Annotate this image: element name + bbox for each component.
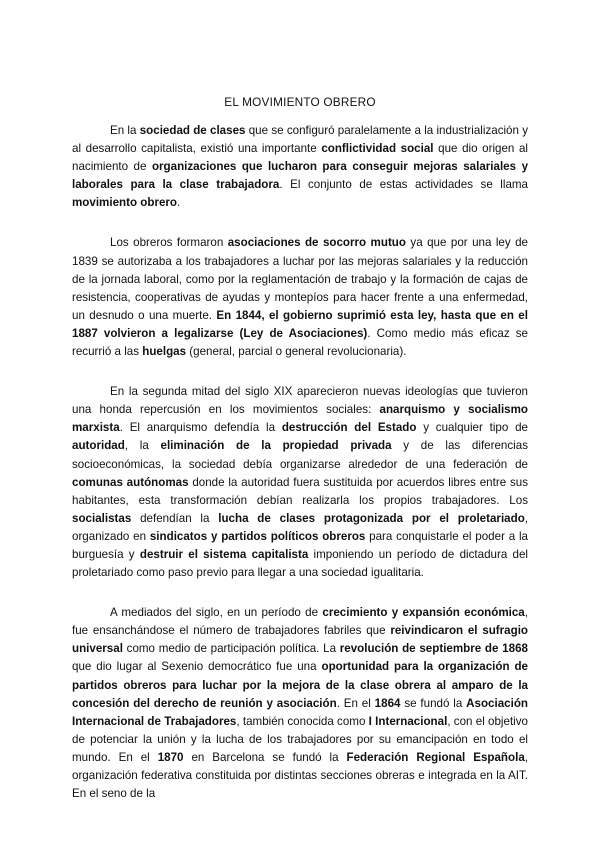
bold-text: comunas autónomas bbox=[72, 475, 189, 489]
bold-text: huelgas bbox=[142, 345, 187, 359]
bold-text: 1870 bbox=[157, 750, 184, 764]
paragraph bbox=[72, 604, 528, 803]
text-run: , la bbox=[124, 439, 161, 453]
text-run: . El anarquismo defendía la bbox=[119, 421, 282, 435]
text-run: . En el bbox=[336, 696, 375, 710]
text-run: que se configuró paralelamente a la industrialización y al desarrollo capitalista, existió una importante bbox=[72, 124, 529, 156]
bold-text: eliminación de la propiedad privada bbox=[160, 439, 392, 453]
text-run: defendían la bbox=[131, 511, 219, 525]
bold-text: Federación Regional Española bbox=[346, 750, 525, 764]
text-run: que dio lugar al Sexenio democrático fue una bbox=[72, 660, 322, 674]
bold-text: I Internacional bbox=[368, 714, 448, 728]
bold-text: destrucción del Estado bbox=[281, 421, 417, 435]
bold-text: movimiento obrero bbox=[72, 196, 178, 210]
text-run: en Barcelona se fundó la bbox=[183, 750, 347, 764]
paragraph bbox=[72, 122, 528, 212]
paragraph bbox=[72, 234, 528, 361]
bold-text: anarquismo y socialismo marxista bbox=[72, 403, 528, 435]
text-run: para conquistarle el poder a la burguesía y bbox=[72, 529, 528, 561]
text-run: se fundó la bbox=[400, 696, 467, 710]
text-run: , organizado en bbox=[72, 511, 529, 543]
text-run: , fue ensanchándose el número de trabajadores fabriles que bbox=[72, 606, 528, 638]
text-run: , organización federativa constituida por distintas secciones obreras e integrada en la AIT. En el seno de la bbox=[72, 750, 528, 801]
text-run: como medio de participación política. La bbox=[122, 642, 340, 656]
text-run: que dio origen al nacimiento de bbox=[72, 142, 528, 174]
text-run: ya que por una ley de 1839 se autorizaba a los trabajadores a luchar por las mejoras salariales y la reducción de la jornada laboral, como por la reglamentación de trabajo y la formación de cajas de resistencia, cooperativas de ayudas y montepíos para hacer frente a una enfermedad, un desnudo o una muerte. bbox=[72, 236, 528, 322]
text-run: imponiendo un período de dictadura del proletariado como paso previo para llegar a una sociedad igualitaria. bbox=[72, 547, 528, 580]
bold-text: oportunidad para la organización de partidos obreros para luchar por la mejora de la clase obrera al amparo de la concesión del derecho de reunión y asociación bbox=[72, 660, 528, 710]
bold-text: 1864 bbox=[374, 696, 401, 710]
bold-text: crecimiento y expansión económica bbox=[322, 606, 525, 620]
text-run: Los obreros formaron bbox=[110, 236, 228, 250]
bold-text: reivindicaron el sufragio universal bbox=[72, 624, 529, 656]
text-run: . Como medio más eficaz se recurrió a las bbox=[72, 326, 529, 359]
bold-text: organizaciones que lucharon para conseguir mejoras salariales y laborales para la clase trabajadora bbox=[72, 160, 529, 192]
bold-text: socialistas bbox=[72, 511, 132, 525]
paragraph bbox=[72, 383, 528, 582]
text-run: . El conjunto de estas actividades se llama bbox=[279, 178, 528, 192]
text-run: y de las diferencias socioeconómicas, la sociedad debía organizarse alrededor de una federación de bbox=[72, 439, 529, 471]
text-run: En la bbox=[110, 124, 140, 137]
bold-text: Asociación Internacional de Trabajadores bbox=[72, 696, 528, 728]
bold-text: conflictividad social bbox=[321, 142, 434, 156]
bold-text: lucha de clases protagonizada por el proletariado bbox=[218, 511, 525, 525]
text-run: , también conocida como bbox=[236, 714, 369, 728]
bold-text: sociedad de clases bbox=[139, 124, 246, 137]
text-run: y cualquier tipo de bbox=[416, 421, 528, 435]
bold-text: asociaciones de socorro mutuo bbox=[227, 236, 406, 250]
bold-text: En 1844, el gobierno suprimió esta ley, hasta que en el 1887 volvieron a legalizarse (Ley de Asociaciones) bbox=[72, 308, 528, 340]
bold-text: destruir el sistema capitalista bbox=[139, 547, 309, 561]
bold-text: sindicatos y partidos políticos obreros bbox=[149, 529, 366, 543]
document-body bbox=[72, 122, 528, 803]
document-title: EL MOVIMIENTO OBRERO bbox=[224, 95, 376, 109]
bold-text: autoridad bbox=[72, 439, 125, 453]
text-run: , con el objetivo de potenciar la unión y la lucha de los trabajadores por su emancipación en todo el mundo. En el bbox=[72, 714, 528, 764]
bold-text: revolución de septiembre de 1868 bbox=[339, 642, 528, 656]
text-run: (general, parcial o general revolucionaria). bbox=[186, 345, 407, 359]
text-run: A mediados del siglo, en un período de bbox=[110, 606, 323, 620]
text-run: En la segunda mitad del siglo XIX aparecieron nuevas ideologías que tuvieron una honda repercusión en los movimientos sociales: bbox=[72, 385, 528, 417]
text-run: . bbox=[177, 196, 181, 210]
text-run: donde la autoridad fuera sustituida por acuerdos libres entre sus habitantes, esta transformación debían realizarla los propios trabajadores. Los bbox=[72, 475, 528, 507]
